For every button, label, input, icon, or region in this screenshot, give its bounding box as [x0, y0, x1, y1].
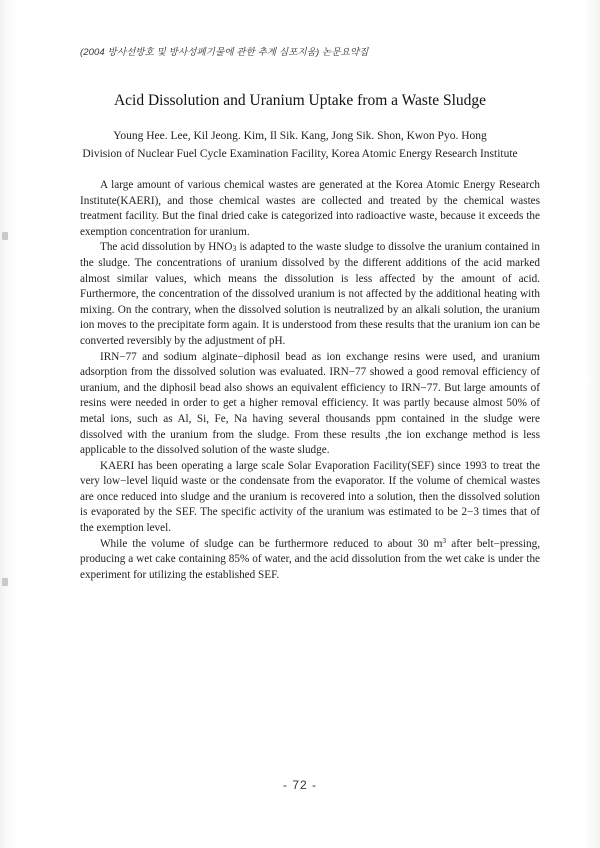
hno3-subscript: 3 [232, 244, 237, 254]
paper-title: Acid Dissolution and Uranium Uptake from a Waste Sludge [113, 92, 487, 109]
binding-hole-mark [2, 232, 8, 240]
binding-hole-mark [2, 578, 8, 586]
paragraph-3-text: IRN−77 and sodium alginate−diphosil bead as ion exchange resins were used, and uranium adsorption from the dissolved solution was evaluated. IRN−77 showed a good removal efficiency of uranium, and the diphosil bead also shows an equivalent efficiency to IRN−77. But large amounts of resins were needed in order to get a higher removal efficiency. It was partly because almost 50% of metal ions, such as Al, Si, Fe, Na having several thousands ppm contained in the sludge were dissolved with the uranium from the sludge. From these results ,the ion exchange method is less applicable to the dissolved solution of the waste sludge. [80, 350, 540, 457]
paragraph-1 [80, 178, 540, 240]
author-names: Young Hee. Lee, Kil Jeong. Kim, Il Sik. Kang, Jong Sik. Shon, Kwon Pyo. Hong [113, 130, 487, 142]
paragraph-1-text: A large amount of various chemical wastes are generated at the Korea Atomic Energy Research Institute(KAERI), and those chemical wastes are collected and treated by the chemical wastes treatment facility. But the final dried cake is categorized into radioactive waste, because it exceeds the exemption concentration for uranium. [80, 179, 540, 238]
paragraph-5-text-b: after belt−pressing, producing a wet cake containing 85% of water, and the acid dissolution from the wet cake is under the experiment for utilizing the established SEF. [80, 537, 540, 581]
paragraph-5-text-a: While the volume of sludge can be furthermore reduced to about 30 m [100, 537, 443, 550]
cubic-superscript: 3 [442, 535, 447, 545]
running-head: (2004 방사선방호 및 방사성폐기물에 관한 추계 심포지움) 논문요약집 [80, 47, 369, 58]
paragraph-4-text: KAERI has been operating a large scale Solar Evaporation Facility(SEF) since 1993 to treat the very low−level liquid waste or the condensate from the evaporator. If the volume of chemical wastes are once reduced into sludge and the uranium is recovered into a solution, then the dissolved solution is evaporated by the SEF. The specific activity of the uranium was estimated to be 2−3 times that of the exemption level. [80, 459, 540, 535]
page-number: - 72 - [282, 778, 317, 792]
paragraph-2 [80, 240, 540, 349]
author-affiliation: Division of Nuclear Fuel Cycle Examination Facility, Korea Atomic Energy Research Institute [82, 148, 518, 160]
paragraph-2-text-a: The acid dissolution by HNO [100, 241, 233, 254]
author-block [0, 127, 600, 163]
paragraph-3 [80, 350, 540, 459]
paragraph-2-text-b: is adapted to the waste sludge to dissolve the uranium contained in the sludge. The concentrations of uranium dissolved by the different additions of the acid marked almost similar values, which means the dissolution is less affected by the amount of acid. Furthermore, the concentration of the dissolved uranium is not affected by the additional heating with mixing. On the contrary, when the dissolved solution is neutralized by an alkali solution, the uranium ion moves to the precipitate form again. It is understood from these results that the uranium ion can be converted reversibly by the adjustment of pH. [80, 241, 540, 347]
paragraph-5 [80, 537, 540, 584]
paragraph-4 [80, 459, 540, 537]
abstract-body [80, 178, 540, 583]
